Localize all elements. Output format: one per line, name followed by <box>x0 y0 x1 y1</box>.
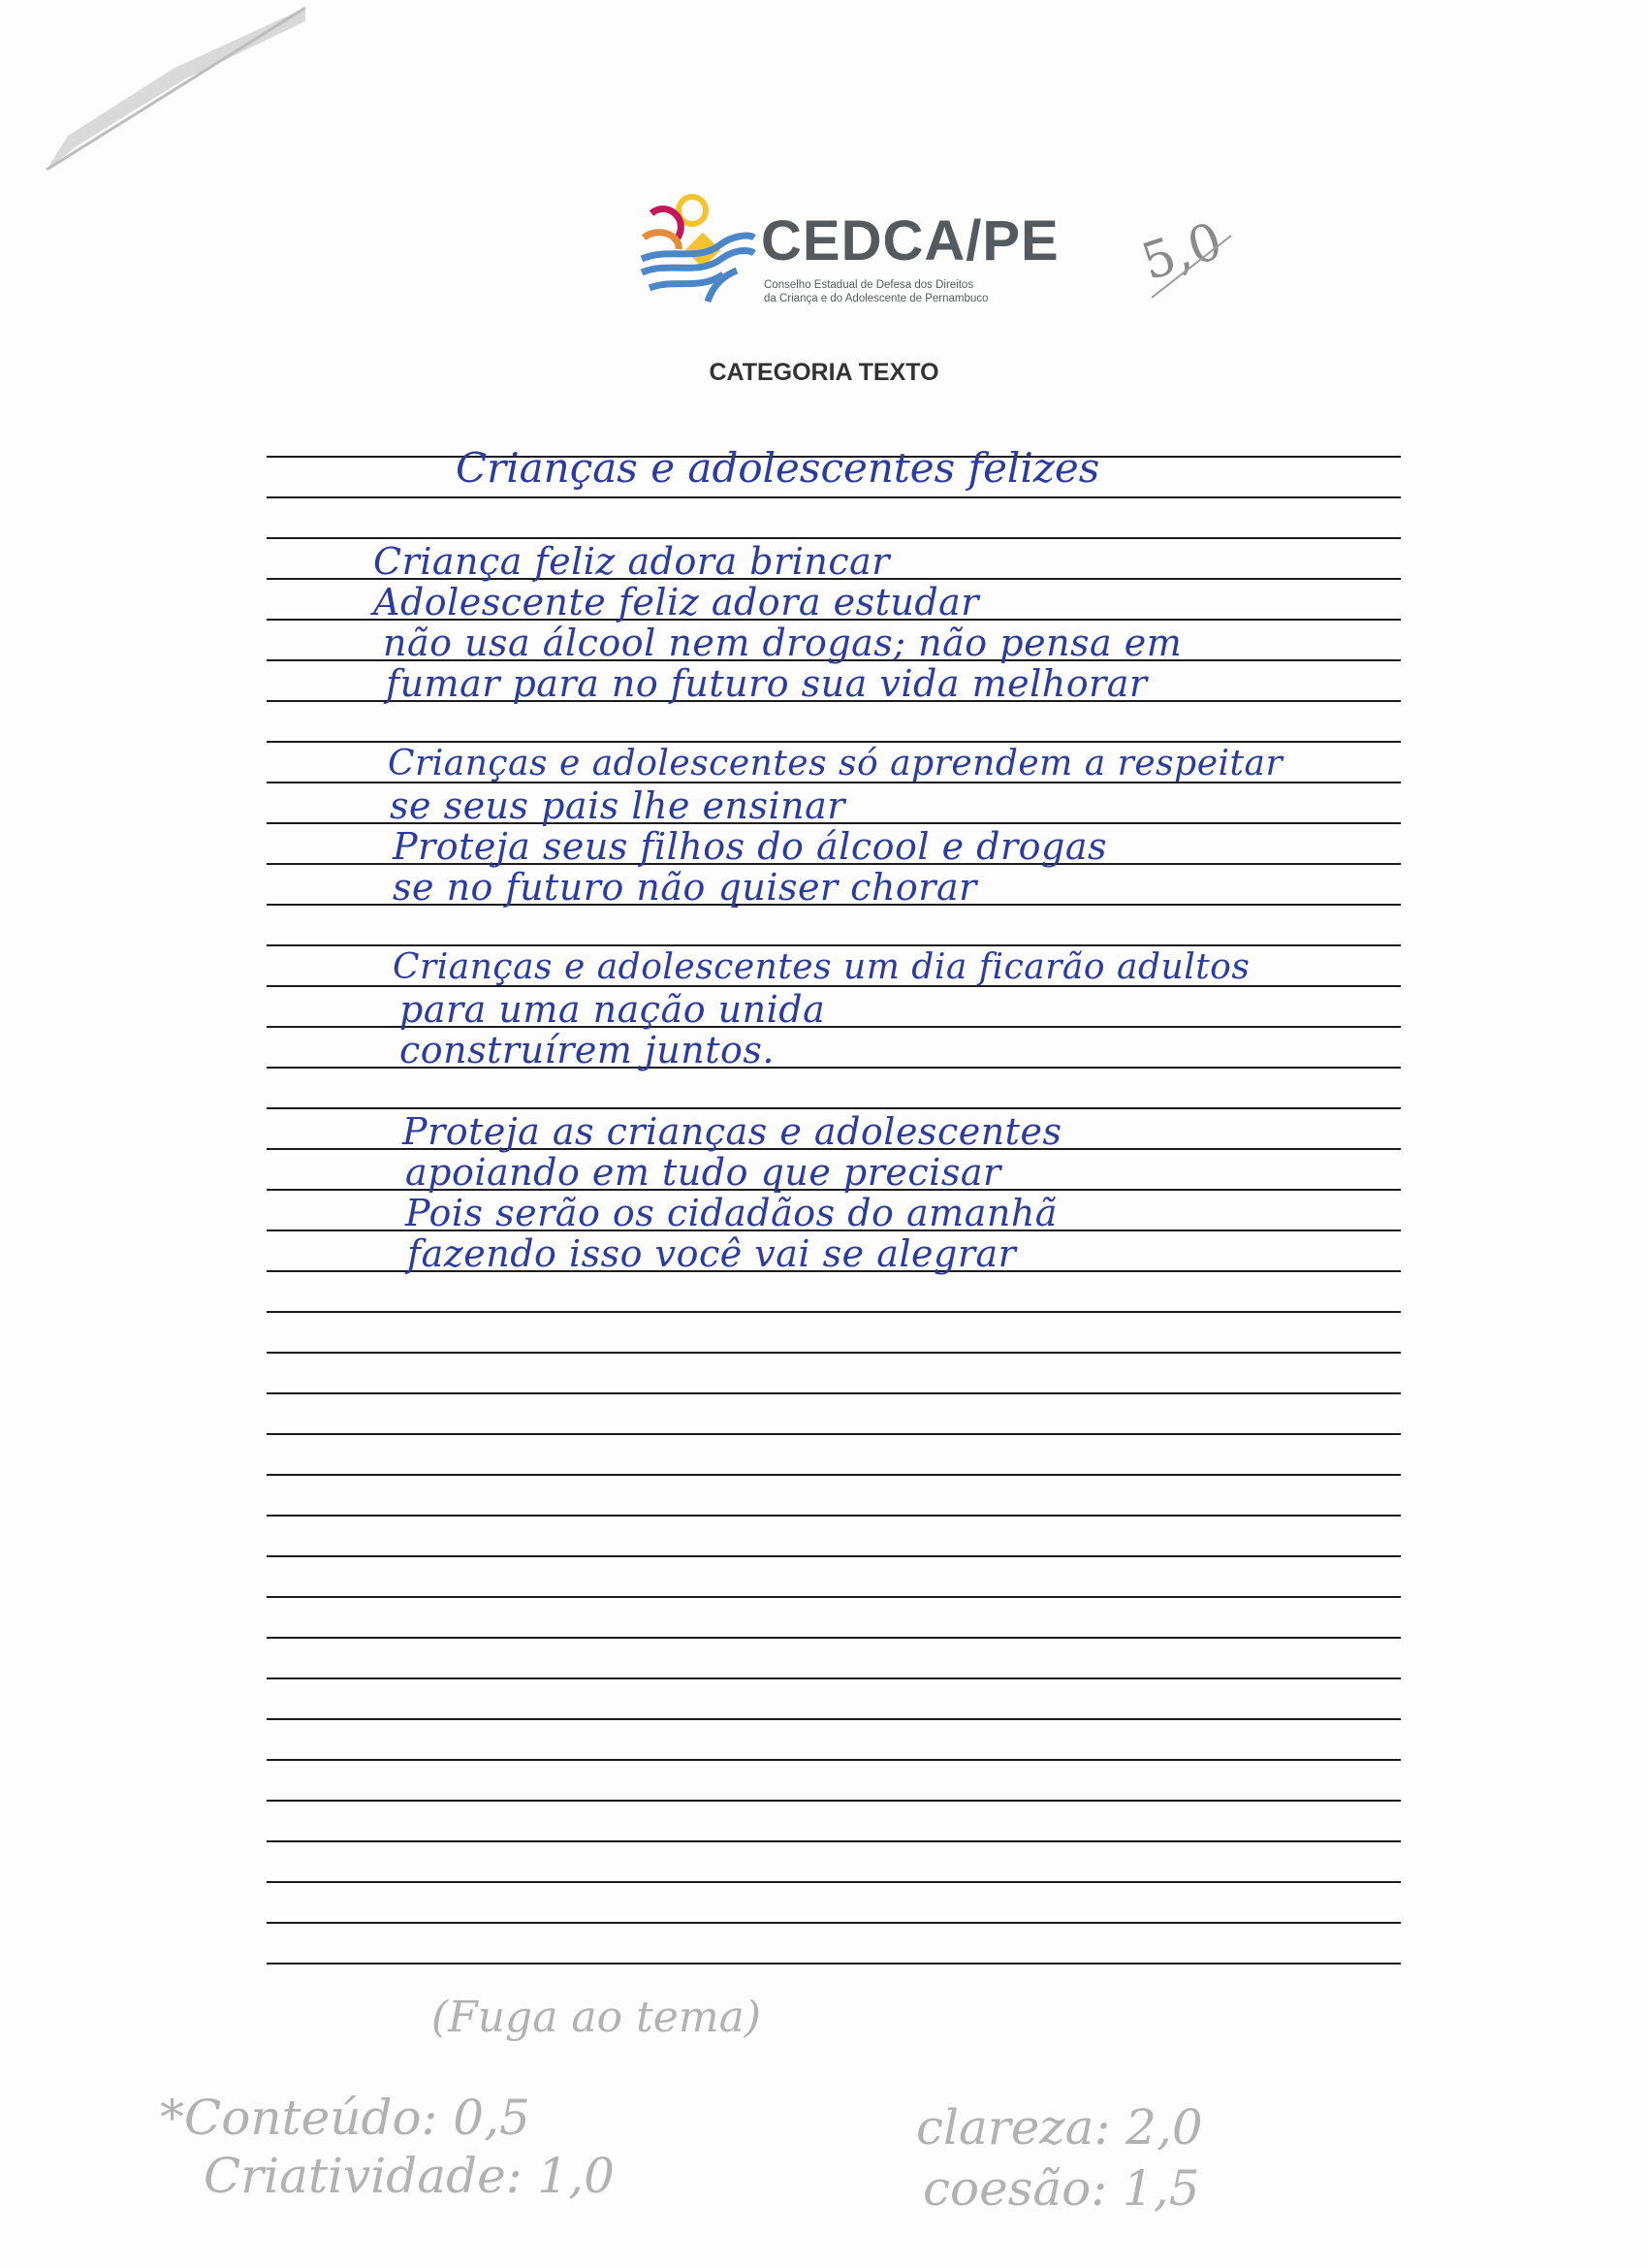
grade-slash-mark <box>1144 228 1241 305</box>
poem-line: apoiando em tudo que precisar <box>405 1151 1001 1194</box>
poem-line: Proteja seus filhos do álcool e drogas <box>393 825 1108 868</box>
evaluation-note: (Fuga ao tema) <box>431 1993 761 2042</box>
folded-corner-mark <box>0 0 330 194</box>
poem-line: fumar para no futuro sua vida melhorar <box>386 662 1148 705</box>
category-title: CATEGORIA TEXTO <box>709 359 939 386</box>
cedca-logo <box>640 189 1060 315</box>
poem-line: não usa álcool nem drogas; não pensa em <box>383 622 1183 664</box>
grade-mark: 5,0 <box>1134 211 1229 293</box>
poem-line: Adolescente feliz adora estudar <box>373 581 979 623</box>
poem-line: Proteja as crianças e adolescentes <box>402 1110 1062 1153</box>
evaluation-conteudo: *Conteúdo: 0,5 <box>160 2090 530 2146</box>
poem-line: fazendo isso você vai se alegrar <box>407 1232 1017 1275</box>
poem-line: Crianças e adolescentes um dia ficarão adultos <box>393 947 1251 987</box>
poem-line: se no futuro não quiser chorar <box>393 866 977 909</box>
poem-line: Crianças e adolescentes só aprendem a respeitar <box>388 744 1284 783</box>
evaluation-coesao: coesão: 1,5 <box>923 2160 1200 2217</box>
logo-subtitle <box>764 278 1055 305</box>
logo-subtitle-line-2: da Criança e do Adolescente de Pernambuco <box>764 293 989 304</box>
poem-title: Crianças e adolescentes felizes <box>456 444 1100 492</box>
evaluation-criatividade: Criatividade: 1,0 <box>204 2148 615 2204</box>
logo-subtitle-line-1: Conselho Estadual de Defesa dos Direitos <box>764 279 974 291</box>
cedca-emblem-icon <box>640 189 756 305</box>
logo-title: CEDCA/PE <box>761 209 1060 272</box>
poem-line: Pois serão os cidadãos do amanhã <box>405 1192 1058 1234</box>
evaluation-clareza: clareza: 2,0 <box>916 2099 1203 2156</box>
poem-line: construírem juntos. <box>399 1029 775 1071</box>
poem-line: se seus pais lhe ensinar <box>390 784 845 827</box>
poem-line: Criança feliz adora brincar <box>373 540 890 583</box>
poem-line: para uma nação unida <box>399 988 826 1031</box>
